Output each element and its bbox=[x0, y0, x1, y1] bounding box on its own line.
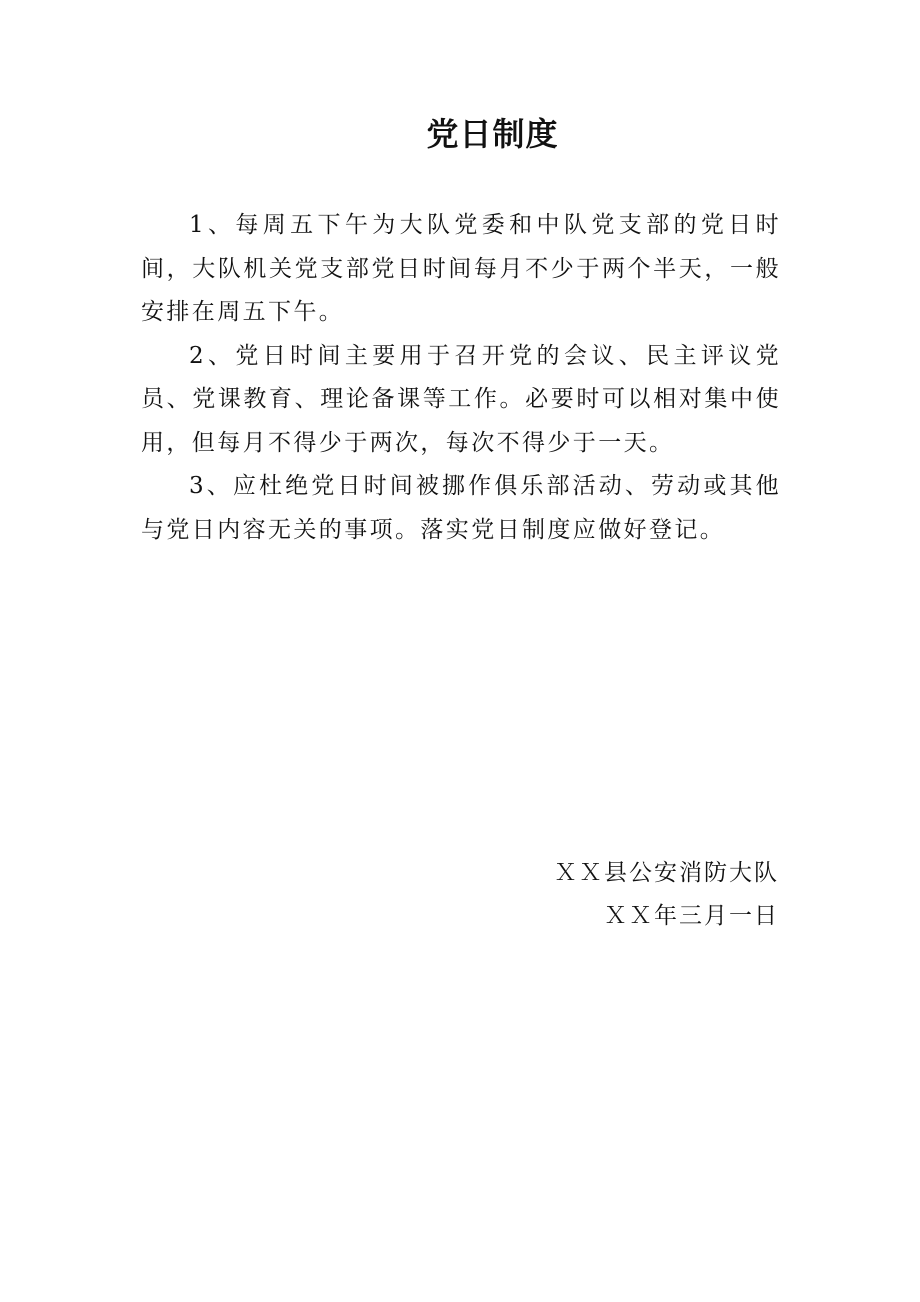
document-title: 党日制度 bbox=[426, 115, 559, 153]
document-body bbox=[141, 204, 781, 552]
paragraph-2: 2、党日时间主要用于召开党的会议、民主评议党员、党课教育、理论备课等工作。必要时可以相对集中使用，但每月不得少于两次，每次不得少于一天。 bbox=[141, 342, 781, 456]
signature-organization: ＸＸ县公安消防大队 bbox=[554, 860, 779, 886]
paragraph-3: 3、应杜绝党日时间被挪作俱乐部活动、劳动或其他与党日内容无关的事项。落实党日制度应做好登记。 bbox=[141, 473, 781, 543]
signature-block bbox=[554, 852, 779, 938]
signature-date: ＸＸ年三月一日 bbox=[604, 903, 779, 929]
paragraph-1: 1、每周五下午为大队党委和中队党支部的党日时间，大队机关党支部党日时间每月不少于两个半天，一般安排在周五下午。 bbox=[141, 212, 781, 325]
